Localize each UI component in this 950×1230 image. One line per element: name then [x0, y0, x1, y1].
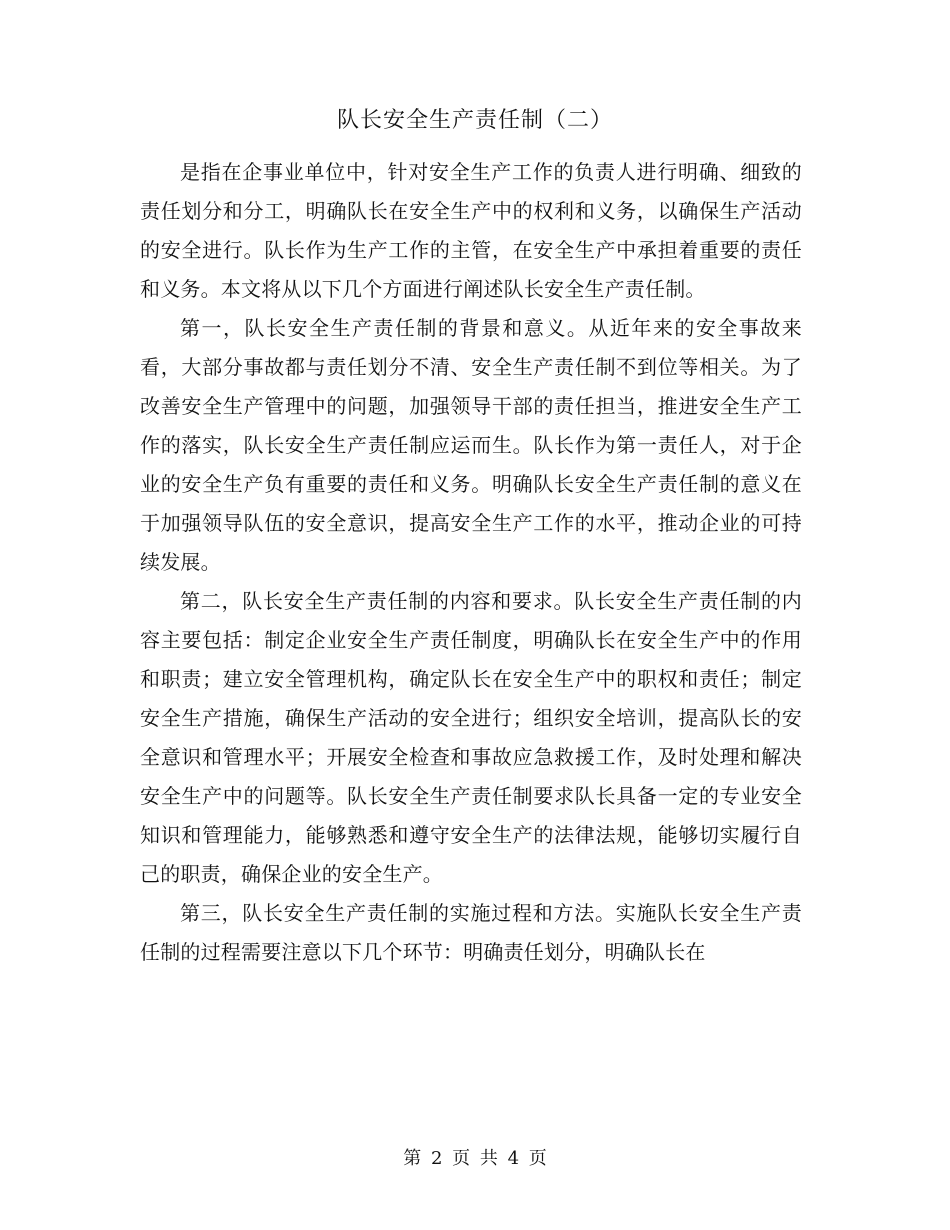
- document-body: [140, 153, 802, 972]
- paragraph-intro: 是指在企事业单位中，针对安全生产工作的负责人进行明确、细致的责任划分和分工，明确队长在安全生产中的权利和义务，以确保生产活动的安全进行。队长作为生产工作的主管，在安全生产中承担着重要的责任和义务。本文将从以下几个方面进行阐述队长安全生产责任制。: [140, 160, 802, 301]
- page-number-footer: 第 2 页 共 4 页: [403, 1148, 547, 1169]
- paragraph-second: 第二，队长安全生产责任制的内容和要求。队长安全生产责任制的内容主要包括：制定企业安全生产责任制度，明确队长在安全生产中的作用和职责；建立安全管理机构，确定队长在安全生产中的职权和责任；制定安全生产措施，确保生产活动的安全进行；组织安全培训，提高队长的安全意识和管理水平；开展安全检查和事故应急救援工作，及时处理和解决安全生产中的问题等。队长安全生产责任制要求队长具备一定的专业安全知识和管理能力，能够熟悉和遵守安全生产的法律法规，能够切实履行自己的职责，确保企业的安全生产。: [140, 589, 802, 886]
- paragraph-third: 第三，队长安全生产责任制的实施过程和方法。实施队长安全生产责任制的过程需要注意以下几个环节：明确责任划分，明确队长在: [140, 901, 802, 964]
- document-title: 队长安全生产责任制（二）: [336, 108, 613, 133]
- paragraph-first: 第一，队长安全生产责任制的背景和意义。从近年来的安全事故来看，大部分事故都与责任划分不清、安全生产责任制不到位等相关。为了改善安全生产管理中的问题，加强领导干部的责任担当，推进安全生产工作的落实，队长安全生产责任制应运而生。队长作为第一责任人，对于企业的安全生产负有重要的责任和义务。明确队长安全生产责任制的意义在于加强领导队伍的安全意识，提高安全生产工作的水平，推动企业的可持续发展。: [140, 316, 802, 574]
